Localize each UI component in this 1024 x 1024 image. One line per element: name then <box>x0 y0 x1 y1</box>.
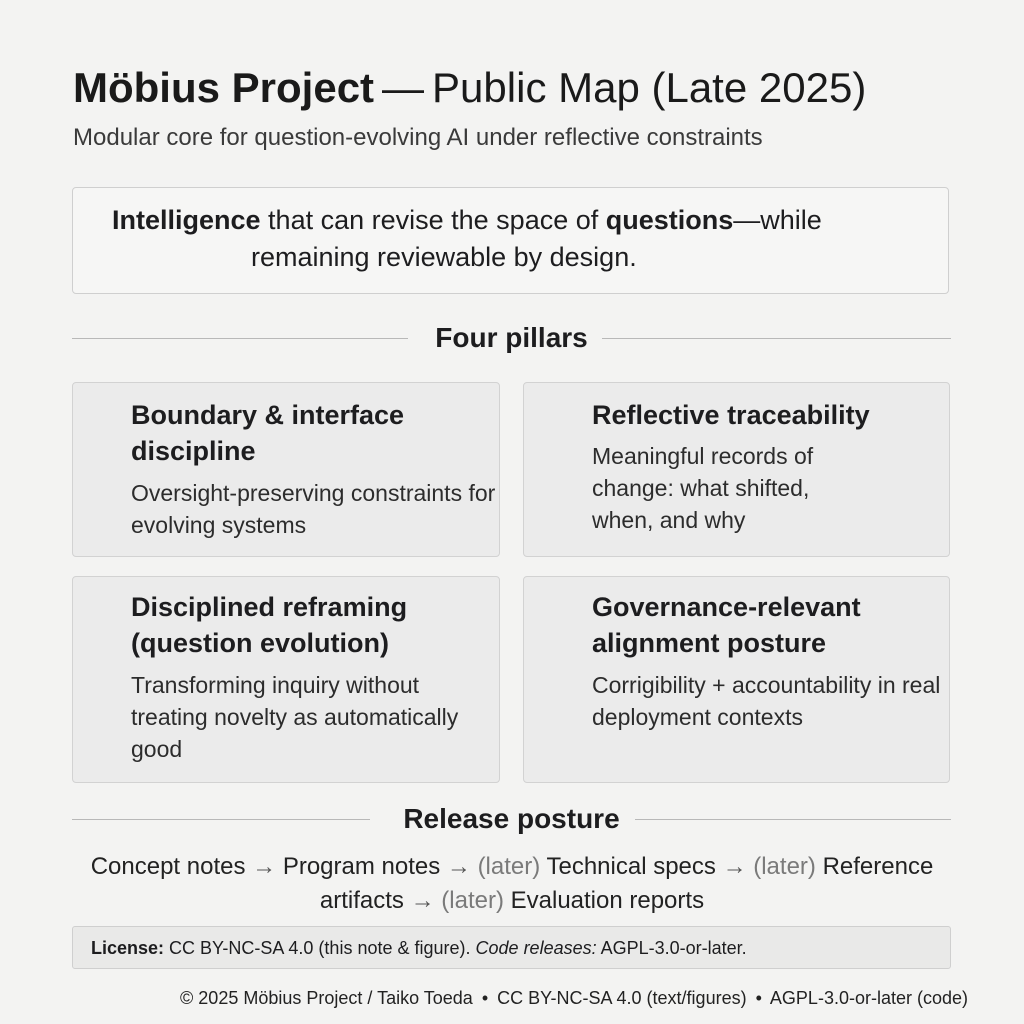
license-line <box>91 936 747 960</box>
pillar-card-reframing <box>72 576 500 783</box>
release-sequence <box>60 850 964 918</box>
pillar-title: Reflective traceability <box>592 400 870 430</box>
footer-code-license: AGPL-3.0-or-later (code) <box>769 988 968 1008</box>
title-dash: — <box>382 64 425 111</box>
pillar-card-governance <box>523 576 950 783</box>
arrow-right-icon: → <box>252 853 277 880</box>
pillar-title: Boundary & interface discipline <box>131 400 405 466</box>
footer <box>180 986 968 1010</box>
pillar-card-boundary <box>72 382 500 557</box>
code-license-value: AGPL-3.0-or-later. <box>600 938 747 958</box>
pillar-title: Governance-relevant alignment posture <box>592 592 861 658</box>
divider-right <box>635 819 951 820</box>
pillar-card-traceability <box>523 382 950 557</box>
bullet-separator: • <box>481 988 489 1008</box>
tagline-line-2: remaining reviewable by design. <box>251 242 637 272</box>
page-title <box>73 62 866 114</box>
title-project-name: Möbius Project <box>73 64 375 111</box>
license-box <box>72 926 951 969</box>
release-heading-label: Release posture <box>403 803 620 834</box>
later-tag: (later) <box>477 853 541 880</box>
code-releases-label: Code releases: <box>475 938 597 958</box>
pillar-description: Meaningful records of change: what shifted, when, and why <box>592 443 814 533</box>
tagline-text-2: —while <box>733 205 822 235</box>
tagline-bold-intelligence: Intelligence <box>112 205 261 235</box>
title-subtitle-part: Public Map (Late 2025) <box>432 64 867 111</box>
pillar-description: Corrigibility + accountability in real deployment contexts <box>592 672 941 730</box>
page-subtitle: Modular core for question-evolving AI under reflective constraints <box>73 124 763 151</box>
bullet-separator: • <box>755 988 762 1008</box>
release-step-program-notes: Program notes <box>282 853 441 880</box>
pillar-description: Oversight-preserving constraints for evolving systems <box>131 480 496 538</box>
pillar-title: Disciplined reframing (question evolution) <box>131 592 408 658</box>
release-step-reference-artifacts: Reference artifacts <box>319 853 934 914</box>
pillars-heading-label: Four pillars <box>435 322 588 353</box>
arrow-right-icon: → <box>446 853 471 880</box>
tagline-box <box>72 187 949 294</box>
release-step-concept-notes: Concept notes <box>90 853 246 880</box>
divider-right <box>602 338 951 339</box>
license-text: CC BY-NC-SA 4.0 (this note & figure). <box>169 938 471 958</box>
arrow-right-icon: → <box>410 887 435 914</box>
release-step-evaluation-reports: Evaluation reports <box>510 887 705 914</box>
release-step-technical-specs: Technical specs <box>546 853 716 880</box>
footer-text-license: CC BY-NC-SA 4.0 (text/figures) <box>497 988 747 1008</box>
tagline-line-1 <box>112 202 822 238</box>
tagline-text-1: that can revise the space of <box>260 205 606 235</box>
license-label: License: <box>91 938 165 958</box>
pillar-description: Transforming inquiry without treating novelty as automatically good <box>131 672 459 762</box>
tagline-bold-questions: questions <box>605 205 734 235</box>
pillars-section-heading <box>72 318 951 358</box>
footer-copyright: © 2025 Möbius Project / Taiko Toeda <box>180 988 473 1008</box>
arrow-right-icon: → <box>722 853 747 880</box>
later-tag: (later) <box>441 887 504 914</box>
later-tag: (later) <box>753 853 816 880</box>
release-section-heading <box>72 799 951 839</box>
